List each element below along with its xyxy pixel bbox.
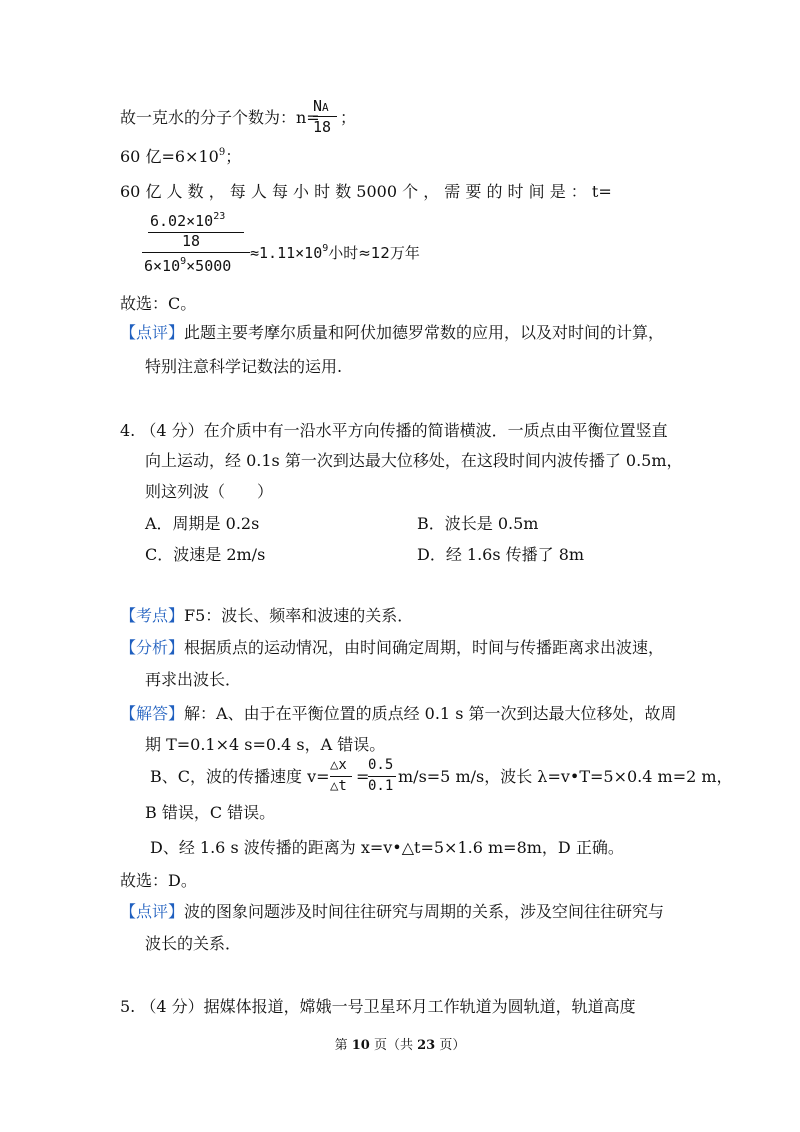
text: 向上运动，经 0.1s 第一次到达最大位移处，在这段时间内波传播了 0.5m， <box>145 451 683 470</box>
fraction-bar <box>330 776 352 777</box>
text: ≈1.11×10 <box>250 244 323 262</box>
calc-numerator <box>150 212 225 230</box>
text: 特别注意科学记数法的运用. <box>145 357 343 376</box>
text: ×5000 <box>186 257 232 275</box>
text: B 错误，C 错误。 <box>145 803 276 822</box>
fraction-05-over-01 <box>368 757 398 797</box>
text: 60 亿=6×10 <box>120 147 219 166</box>
main-fraction-bar <box>142 252 250 253</box>
kaodian-tag: 【考点】 <box>120 606 185 625</box>
prev-line-time-needed <box>120 182 680 202</box>
fraction-denominator: △t <box>330 778 347 794</box>
text: ； <box>340 108 357 127</box>
q4-bc-line <box>150 767 330 787</box>
fraction-denominator: 18 <box>313 118 332 136</box>
text: 期 T=0.1×4 s=0.4 s，A 错误。 <box>145 735 386 754</box>
q4-jieda <box>120 704 677 724</box>
text: 根据质点的运动情况，由时间确定周期，时间与传播距离求出波速， <box>184 638 665 657</box>
q4-review <box>120 902 664 922</box>
q4-jieda-line2 <box>145 735 385 755</box>
na-symbol: N <box>313 97 323 115</box>
option-b[interactable] <box>417 514 538 534</box>
q4-fenxi-line2 <box>145 670 241 690</box>
text: B．波长是 0.5m <box>417 514 539 533</box>
text: ； <box>225 147 242 166</box>
exponent: 9 <box>180 256 187 267</box>
text: = <box>356 767 370 786</box>
text: 解：A、由于在平衡位置的质点经 0.1 s 第一次到达最大位移处，故周 <box>184 704 677 723</box>
bc-suffix <box>398 767 733 787</box>
text: 波的图象问题涉及时间往往研究与周期的关系，涉及空间往往研究与 <box>184 902 665 921</box>
review-tag: 【点评】 <box>120 323 185 342</box>
total-pages: 23 <box>417 1038 436 1053</box>
calc-inner-denominator: 18 <box>182 232 201 250</box>
prev-review-line2 <box>145 357 342 377</box>
text: 60 亿 人 数 ， 每 人 每 小 时 数 5000 个 ， 需 要 的 时 间 是 ： t= <box>120 182 612 201</box>
q4-kaodian <box>120 606 413 626</box>
text: B、C，波的传播速度 v= <box>150 767 330 786</box>
text: 再求出波长． <box>145 670 242 689</box>
option-a[interactable] <box>145 514 259 534</box>
option-c[interactable] <box>145 545 265 565</box>
page-number: 10 <box>351 1038 370 1053</box>
fraction-numerator: △x <box>330 757 347 773</box>
text: 页） <box>435 1038 466 1053</box>
prev-answer <box>120 294 196 314</box>
text: 小时≈12万年 <box>328 244 420 262</box>
q4-fenxi <box>120 638 664 658</box>
prev-line-molecule-count <box>120 108 320 128</box>
text: 5. （4 分）据媒体报道，嫦娥一号卫星环月工作轨道为圆轨道，轨道高度 <box>120 997 636 1016</box>
fraction-bar <box>368 776 396 777</box>
na-subscript: A <box>322 101 329 114</box>
option-d[interactable] <box>417 545 584 565</box>
q4-stem <box>120 421 668 441</box>
text: 此题主要考摩尔质量和阿伏加德罗常数的应用，以及对时间的计算， <box>184 323 665 342</box>
text: 4. （4 分）在介质中有一沿水平方向传播的简谐横波．一质点由平衡位置竖直 <box>120 421 668 440</box>
q4-stem-line2 <box>145 451 683 471</box>
text: 故选：C。 <box>120 294 197 313</box>
text: D、经 1.6 s 波传播的距离为 x=v•△t=5×1.6 m=8m，D 正确。 <box>150 838 624 857</box>
exponent: 9 <box>322 243 329 254</box>
fraction-na-18 <box>313 97 339 137</box>
fraction-denominator: 0.1 <box>368 778 394 794</box>
calc-result <box>250 243 420 263</box>
text: m/s=5 m/s，波长 λ=v•T=5×0.4 m=2 m， <box>398 767 733 786</box>
exponent: 23 <box>213 211 226 222</box>
prev-line1-suffix <box>340 108 356 128</box>
calc-denominator <box>144 257 231 275</box>
q4-review-line2 <box>145 934 241 954</box>
jieda-tag: 【解答】 <box>120 704 185 723</box>
text: 6×10 <box>144 257 181 275</box>
q5-stem <box>120 997 636 1017</box>
text: 故选：D。 <box>120 871 197 890</box>
text: F5：波长、频率和波速的关系． <box>184 606 414 625</box>
prev-line-sixty-billion <box>120 147 241 167</box>
fraction-bar <box>313 116 337 117</box>
text: 则这列波（ ） <box>145 482 274 501</box>
text: 故一克水的分子个数为：n= <box>120 108 320 127</box>
time-calculation-fraction <box>142 212 262 274</box>
q4-bc-line2 <box>145 803 275 823</box>
fraction-delta-x-over-delta-t <box>330 757 354 797</box>
text: C．波速是 2m/s <box>145 545 266 564</box>
fraction-numerator <box>313 97 329 115</box>
review-tag: 【点评】 <box>120 902 185 921</box>
fraction-numerator: 0.5 <box>368 757 394 773</box>
prev-review <box>120 323 664 343</box>
exponent: 9 <box>218 147 226 158</box>
text: 页（共 <box>369 1038 418 1053</box>
text: D．经 1.6s 传播了 8m <box>417 545 585 564</box>
q4-d-line <box>150 838 624 858</box>
page-footer <box>0 1034 800 1053</box>
q4-answer <box>120 871 197 891</box>
text: A．周期是 0.2s <box>145 514 260 533</box>
fenxi-tag: 【分析】 <box>120 638 185 657</box>
q4-stem-line3 <box>145 482 273 502</box>
text: 第 <box>334 1038 352 1053</box>
text: 波长的关系． <box>145 934 242 953</box>
text: 6.02×10 <box>150 212 214 230</box>
